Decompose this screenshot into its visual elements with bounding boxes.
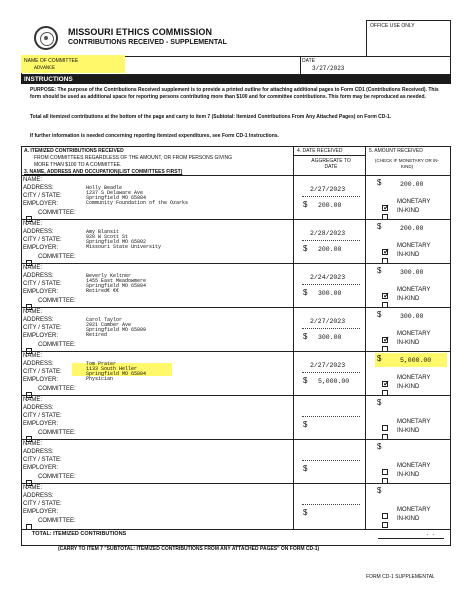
contributor-city: Springfield MO 65804 [86,195,147,201]
field-label-name: NAME: [23,397,43,403]
aggregate-dollar-sign: $ [303,332,308,341]
amount-dollar-sign: $ [377,398,382,407]
field-label-address: ADDRESS: [23,185,54,191]
inkind-checkbox[interactable] [382,203,390,225]
contributor-employer: Physician [86,376,114,382]
field-label-employer: EMPLOYER: [23,289,59,295]
aggregate-dollar-sign: $ [303,288,308,297]
field-label-committee: COMMITTEE: [38,518,76,524]
contributor-address: 2921 Camber Ave [86,322,132,328]
field-label-employer: EMPLOYER: [23,333,59,339]
instructions-bar [21,75,451,84]
contributor-name: Carol Taylor [86,317,123,323]
total-label: TOTAL: ITEMIZED CONTRIBUTIONS [32,531,127,537]
col5-title: 5. AMOUNT RECEIVED [369,148,423,154]
amount-value: 300.00 [400,313,424,320]
contributor-employer: Retired [86,332,108,338]
office-use-label: OFFICE USE ONLY [370,23,415,29]
checkmark-icon: ✓ [383,379,390,388]
monetary-label: MONETARY [397,463,431,469]
field-label-city: CITY / STATE: [23,501,62,507]
aggregate-value: 200.00 [318,246,342,253]
field-label-address: ADDRESS: [23,405,54,411]
field-label-address: ADDRESS: [23,493,54,499]
instructions-title: INSTRUCTIONS [24,76,73,83]
amount-value: 5,000.00 [400,357,432,364]
committee-name-value: ADVANCE [34,65,56,71]
date-received: 2/27/2023 [310,186,346,193]
inkind-label: IN-KIND [397,428,420,434]
checkmark-icon: ✓ [383,247,390,256]
aggregate-value: 5,000.00 [318,378,350,385]
field-label-city: CITY / STATE: [23,237,62,243]
field-label-name: NAME: [23,441,43,447]
contributor-employer: Community Foundation of the Ozarks [86,200,189,206]
monetary-label: MONETARY [397,375,431,381]
date-value: 3/27/2023 [312,65,345,72]
field-label-name: NAME: [23,309,43,315]
aggregate-dollar-sign: $ [303,508,308,517]
inkind-checkbox[interactable] [382,247,390,269]
amount-dollar-sign: $ [377,178,382,187]
field-label-address: ADDRESS: [23,273,54,279]
form-subtitle: CONTRIBUTIONS RECEIVED - SUPPLEMENTAL [68,39,227,46]
seal-icon [34,26,58,50]
col5-sub: (CHECK IF MONETARY OR IN-KIND) [374,158,439,169]
instructions-purpose: PURPOSE: The purpose of the Contributions Received supplement is to provide a printed outline for attaching additional pages to Form CD1 (Contributions Received). This form should be used as additional space for reporting persons contributing more than $100 and for committee contributions. This form may be reproduced as needed. [30,87,439,100]
section-a-line3: 3. NAME, ADDRESS AND OCCUPATION(LIST COMMITTEES FIRST) [24,169,183,175]
field-label-employer: EMPLOYER: [23,201,59,207]
monetary-label: MONETARY [397,419,431,425]
contributor-address: 1133 South Heller [86,366,138,372]
inkind-label: IN-KIND [397,208,420,214]
field-label-committee: COMMITTEE: [38,474,76,480]
monetary-label: MONETARY [397,507,431,513]
contributor-address: 1455 East Meadowmere [86,278,147,284]
contributor-address: 1237 S Delaware Ave [86,190,144,196]
date-received: 2/28/2023 [310,230,346,237]
field-label-committee: COMMITTEE: [38,386,76,392]
contributor-employer: Retired€ €€ [86,288,120,294]
inkind-checkbox[interactable] [382,291,390,313]
monetary-label: MONETARY [397,243,431,249]
field-label-employer: EMPLOYER: [23,245,59,251]
inkind-label: IN-KIND [397,252,420,258]
contributor-name: Amy Blansit [86,229,120,235]
contributor-address: 920 W Scott St [86,234,129,240]
aggregate-dollar-sign: $ [303,244,308,253]
field-label-address: ADDRESS: [23,449,54,455]
contributor-employer: Missouri State University [86,244,162,250]
section-a-line2: MORE THAN $100 TO A COMMITTEE. [34,162,122,168]
aggregate-value: 200.00 [318,202,342,209]
col4-sub: AGGREGATE TO DATE [311,158,351,170]
field-label-name: NAME: [23,485,43,491]
monetary-label: MONETARY [397,199,431,205]
field-label-name: NAME: [23,177,43,183]
amount-dollar-sign: $ [377,442,382,451]
instructions-total: Total all itemized contributions at the bottom of the page and carry to item 7 (Subtotal: Itemized Contributions From Any Attached Pages) on Form CD-1. [30,114,392,120]
aggregate-value: 300.00 [318,290,342,297]
field-label-committee: COMMITTEE: [38,298,76,304]
inkind-label: IN-KIND [397,472,420,478]
checkmark-icon: ✓ [383,291,390,300]
amount-dollar-sign: $ [377,354,382,363]
field-label-committee: COMMITTEE: [38,254,76,260]
amount-value: 300.00 [400,269,424,276]
amount-value: 200.00 [400,225,424,232]
field-label-name: NAME: [23,265,43,271]
section-a-line1: FROM COMMITTEES REGARDLESS OF THE AMOUNT, OR FROM PERSONS GIVING [34,155,232,161]
contributor-city: Springfield MO 65804 [86,371,147,377]
instructions-further: If further information is needed concerning reporting itemized expenditures, see Form CD-1 Instructions. [30,133,279,139]
field-label-employer: EMPLOYER: [23,377,59,383]
inkind-checkbox[interactable] [382,515,388,533]
inkind-label: IN-KIND [397,296,420,302]
field-label-employer: EMPLOYER: [23,509,59,515]
contributor-city: Springfield MO 65804 [86,283,147,289]
field-label-address: ADDRESS: [23,229,54,235]
amount-value: 200.00 [400,181,424,188]
field-label-city: CITY / STATE: [23,369,62,375]
field-label-name: NAME: [23,221,43,227]
field-label-employer: EMPLOYER: [23,421,59,427]
total-value: - - [426,532,436,538]
contributor-city: Springfield MO 65809 [86,327,147,333]
aggregate-value: 300.00 [318,334,342,341]
contributor-city: Springfield MO 65802 [86,239,147,245]
carry-text: (CARRY TO ITEM 7 "SUBTOTAL: ITEMIZED CONTRIBUTIONS FROM ANY ATTACHED PAGES" ON FORM CD-1) [58,546,320,552]
date-received: 2/27/2023 [310,318,346,325]
field-label-employer: EMPLOYER: [23,465,59,471]
amount-dollar-sign: $ [377,222,382,231]
contributor-name: Beverly Keltner [86,273,132,279]
amount-dollar-sign: $ [377,266,382,275]
amount-dollar-sign: $ [377,486,382,495]
field-label-committee: COMMITTEE: [38,430,76,436]
inkind-label: IN-KIND [397,516,420,522]
field-label-name: NAME: [23,353,43,359]
field-label-address: ADDRESS: [23,317,54,323]
amount-dollar-sign: $ [377,310,382,319]
date-received: 2/27/2023 [310,362,346,369]
checkmark-icon: ✓ [383,203,390,212]
field-label-committee: COMMITTEE: [38,342,76,348]
contributor-name: Tom Prater [86,361,117,367]
section-a-title: A. ITEMIZED CONTRIBUTIONS RECEIVED [24,148,124,154]
inkind-checkbox[interactable] [382,379,390,401]
aggregate-dollar-sign: $ [303,420,308,429]
aggregate-dollar-sign: $ [303,200,308,209]
inkind-checkbox[interactable] [382,427,388,445]
inkind-label: IN-KIND [397,340,420,346]
date-label: DATE [302,58,315,64]
aggregate-dollar-sign: $ [303,464,308,473]
inkind-checkbox[interactable] [382,471,388,489]
form-id: FORM CD-1 SUPPLEMENTAL [366,574,435,580]
date-received: 2/24/2023 [310,274,346,281]
field-label-city: CITY / STATE: [23,193,62,199]
checkmark-icon: ✓ [383,335,390,344]
col4-title: 4. DATE RECEIVED [297,148,343,154]
field-label-city: CITY / STATE: [23,325,62,331]
inkind-label: IN-KIND [397,384,420,390]
monetary-label: MONETARY [397,331,431,337]
field-label-address: ADDRESS: [23,361,54,367]
contributor-name: Holly Beadle [86,185,123,191]
field-label-city: CITY / STATE: [23,281,62,287]
form-title: MISSOURI ETHICS COMMISSION [68,27,213,37]
field-label-city: CITY / STATE: [23,413,62,419]
committee-name-label: NAME OF COMMITTEE [24,58,79,64]
monetary-label: MONETARY [397,287,431,293]
office-use-box [366,20,451,57]
field-label-committee: COMMITTEE: [38,210,76,216]
field-label-city: CITY / STATE: [23,457,62,463]
aggregate-dollar-sign: $ [303,376,308,385]
